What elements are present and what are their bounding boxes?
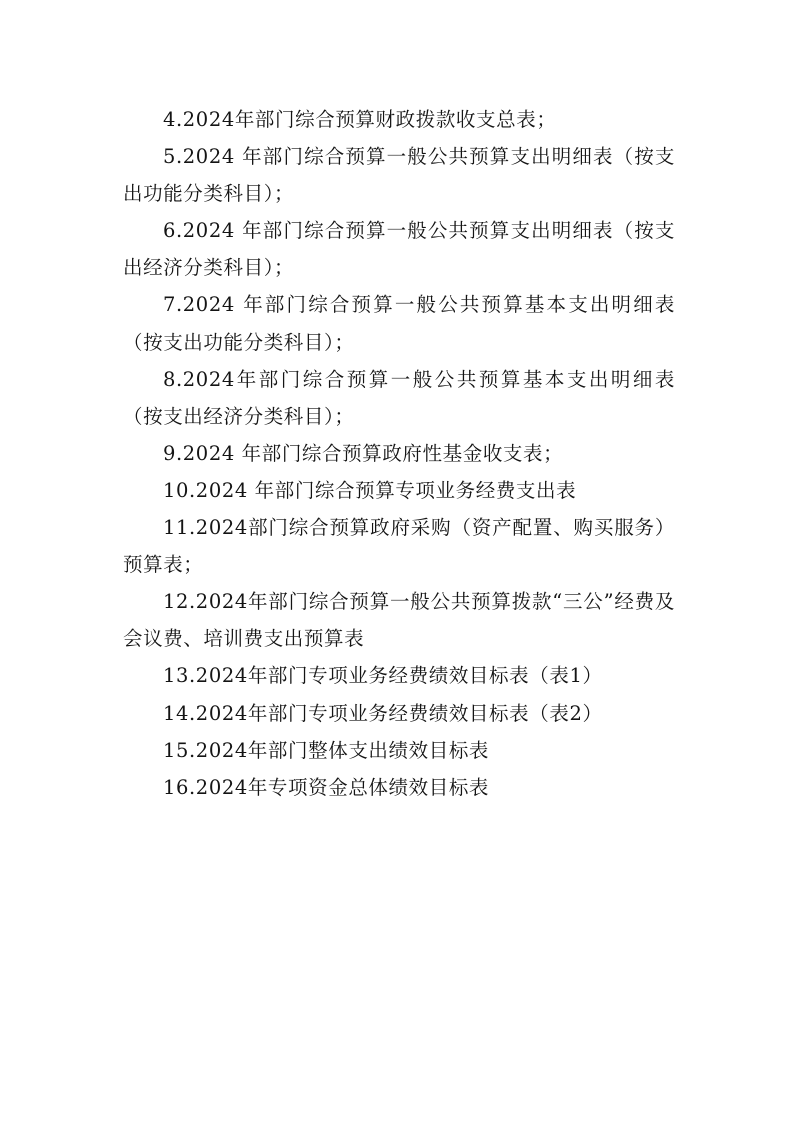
list-item: 15.2024年部门整体支出绩效目标表 — [163, 738, 490, 762]
list-item: 9.2024 年部门综合预算政府性基金收支表； — [163, 441, 564, 465]
list-item: 6.2024 年部门综合预算一般公共预算支出明细表（按支出经济分类科目）； — [123, 219, 675, 280]
attachment-list — [123, 101, 675, 806]
list-item: 14.2024年部门专项业务经费绩效目标表（表2） — [163, 701, 603, 725]
list-item: 4.2024年部门综合预算财政拨款收支总表； — [163, 108, 557, 131]
list-item: 13.2024年部门专项业务经费绩效目标表（表1） — [163, 664, 603, 688]
list-item: 16.2024年专项资金总体绩效目标表 — [163, 775, 490, 799]
list-item: 11.2024部门综合预算政府采购（资产配置、购买服务）预算表； — [123, 516, 675, 577]
list-item: 8.2024年部门综合预算一般公共预算基本支出明细表（按支出经济分类科目）； — [123, 367, 675, 428]
list-item: 5.2024 年部门综合预算一般公共预算支出明细表（按支出功能分类科目）； — [123, 145, 675, 206]
list-item: 10.2024 年部门综合预算专项业务经费支出表 — [163, 478, 577, 502]
list-item: 12.2024年部门综合预算一般公共预算拨款“三公”经费及会议费、培训费支出预算表 — [123, 590, 675, 651]
list-item: 7.2024 年部门综合预算一般公共预算基本支出明细表（按支出功能分类科目）； — [123, 293, 675, 354]
